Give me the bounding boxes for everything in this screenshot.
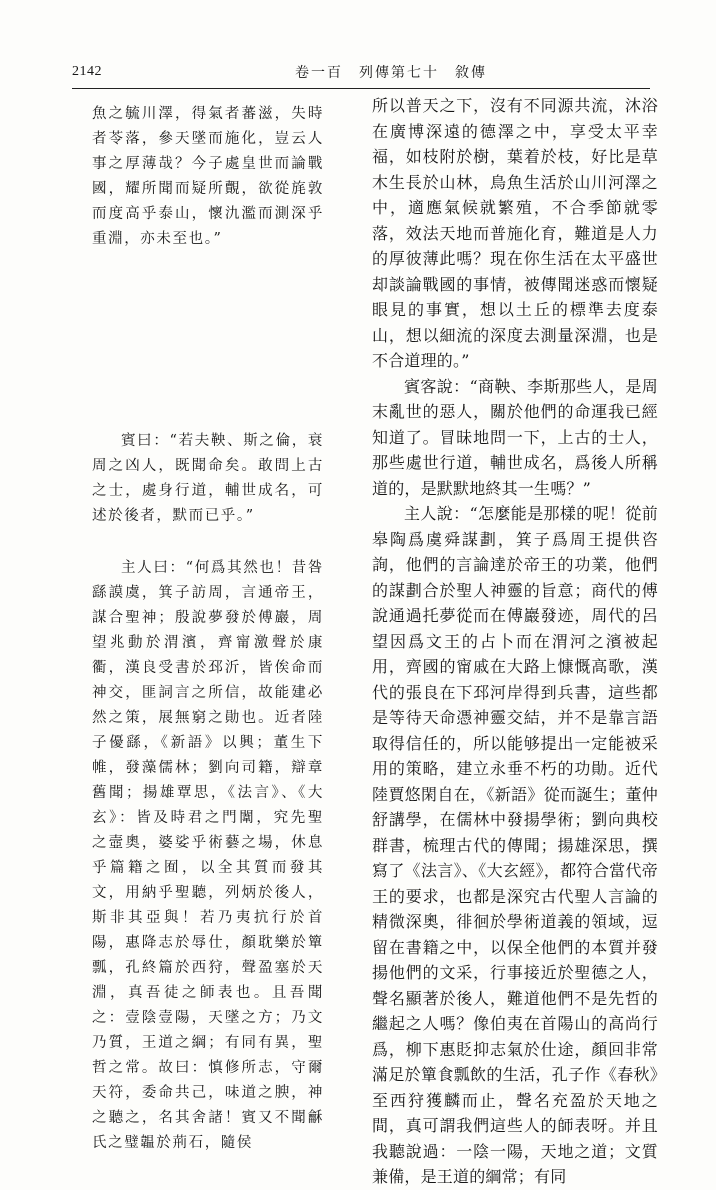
right-column-translation xyxy=(372,93,658,1190)
page-header xyxy=(72,62,650,86)
header-rule xyxy=(72,88,650,89)
left-paragraph-1: 魚之毓川澤，得氣者蕃滋，失時者苓落，參天墜而施化，豈云人事之厚薄哉？今子處皇世而論戰國，耀所聞而疑所覿，欲從旄敦而度高乎泰山，懷氿濫而測深乎重淵，亦未至也。” xyxy=(92,106,324,247)
right-paragraph-3: 主人說：“怎麼能是那樣的呢！從前皋陶爲虞舜謀劃，箕子爲周王提供咨詢，他們的言論達於帝王的功業，他們的謀劃合於聖人神靈的旨意；商代的傅說通過托夢從而在傅巖發迹，周代的呂望因爲文王的占卜而在渭河之濱被起用，齊國的甯戚在大路上慷慨高歌，漢代的張良在下邳河岸得到兵書，這些都是等待天命憑神靈交結，并不是靠言語取得信任的，所以能够提出一定能被采用的策略，建立永垂不朽的功勛。近代陸賈悠閑自在，《新語》從而誕生；董仲舒講學，在儒林中發揚學術；劉向典校群書，梳理古代的傳聞；揚雄深思，撰寫了《法言》、《大玄經》，都符合當代帝王的要求，也都是深究古代聖人言論的精微深奧，徘徊於學術道義的領域，逗留在書籍之中，以保全他們的本質并發揚他們的文采，行事接近於聖德之人，聲名顯著於後人，難道他們不是先哲的繼起之人嗎？像伯夷在首陽山的高尚行爲，柳下惠貶抑志氣於仕途，顏回非常滿足於簞食瓢飲的生活，孔子作《春秋》至西狩獲麟而止，聲名充盈於天地之間，真可謂我們這些人的師表呀。并且我聽說過：一陰一陽，天地之道；文質兼備，是王道的綱常；有同 xyxy=(372,504,658,1186)
left-paragraph-3: 主人曰：“何爲其然也！昔咎繇謨虞，箕子訪周，言通帝王，謀合聖神；殷說夢發於傅巖，周望兆動於渭濱，齊甯激聲於康衢，漢良受書於邳沂，皆俟命而神交，匪詞言之所信，故能建必然之策，展無窮之勛也。近者陸子優繇，《新語》以興；董生下帷，發藻儒林；劉向司籍，辯章舊聞；揚雄覃思，《法言》、《大玄》：皆及時君之門闈，究先聖之壼奧，婆娑乎術藝之場，休息乎篇籍之囿，以全其質而發其文，用納乎聖聽，列炳於後人，斯非其亞與！若乃夷抗行於首陽，惠降志於辱仕，顏耽樂於簞瓢，孔終篇於西狩，聲盈塞於天淵，真吾徒之師表也。且吾聞之：壹陰壹陽，天墜之方；乃文乃質，王道之綱；有同有異，聖哲之常。故曰：慎修所志，守爾天符，委命共己，味道之腴，神之聽之，名其舍諸！賓又不聞龢氏之璧韞於荊石，隨侯 xyxy=(92,560,324,1151)
left-paragraph-2: 賓曰：“若夫鞅、斯之倫，衰周之凶人，既聞命矣。敢問上古之士，處身行道，輔世成名，可述於後者，默而已乎。” xyxy=(92,433,324,524)
page-number: 2142 xyxy=(72,64,102,79)
right-paragraph-1: 所以普天之下，沒有不同源共流，沐浴在廣博深遠的德澤之中，享受太平幸福，如枝附於樹，葉着於枝，好比是草木生長於山林，鳥魚生活於山川河澤之中，適應氣候就繁殖，不合季節就零落，效法天地而普施化育，難道是人力的厚彼薄此嗎？現在你生活在太平盛世却談論戰國的事情，被傳聞迷惑而懷疑眼見的事實，想以土丘的標準去度泰山，想以細流的深度去測量深淵，也是不合道理的。” xyxy=(372,96,658,370)
right-paragraph-2: 賓客說：“商鞅、李斯那些人，是周末亂世的惡人，關於他們的命運我已經知道了。冒昧地問一下，上古的士人，那些處世行道，輔世成名，爲後人所稱道的，是默默地終其一生嗎？” xyxy=(372,376,658,498)
running-title: 卷一百 列傳第七十 敘傳 xyxy=(295,65,487,81)
left-column-original-text xyxy=(92,102,324,1156)
